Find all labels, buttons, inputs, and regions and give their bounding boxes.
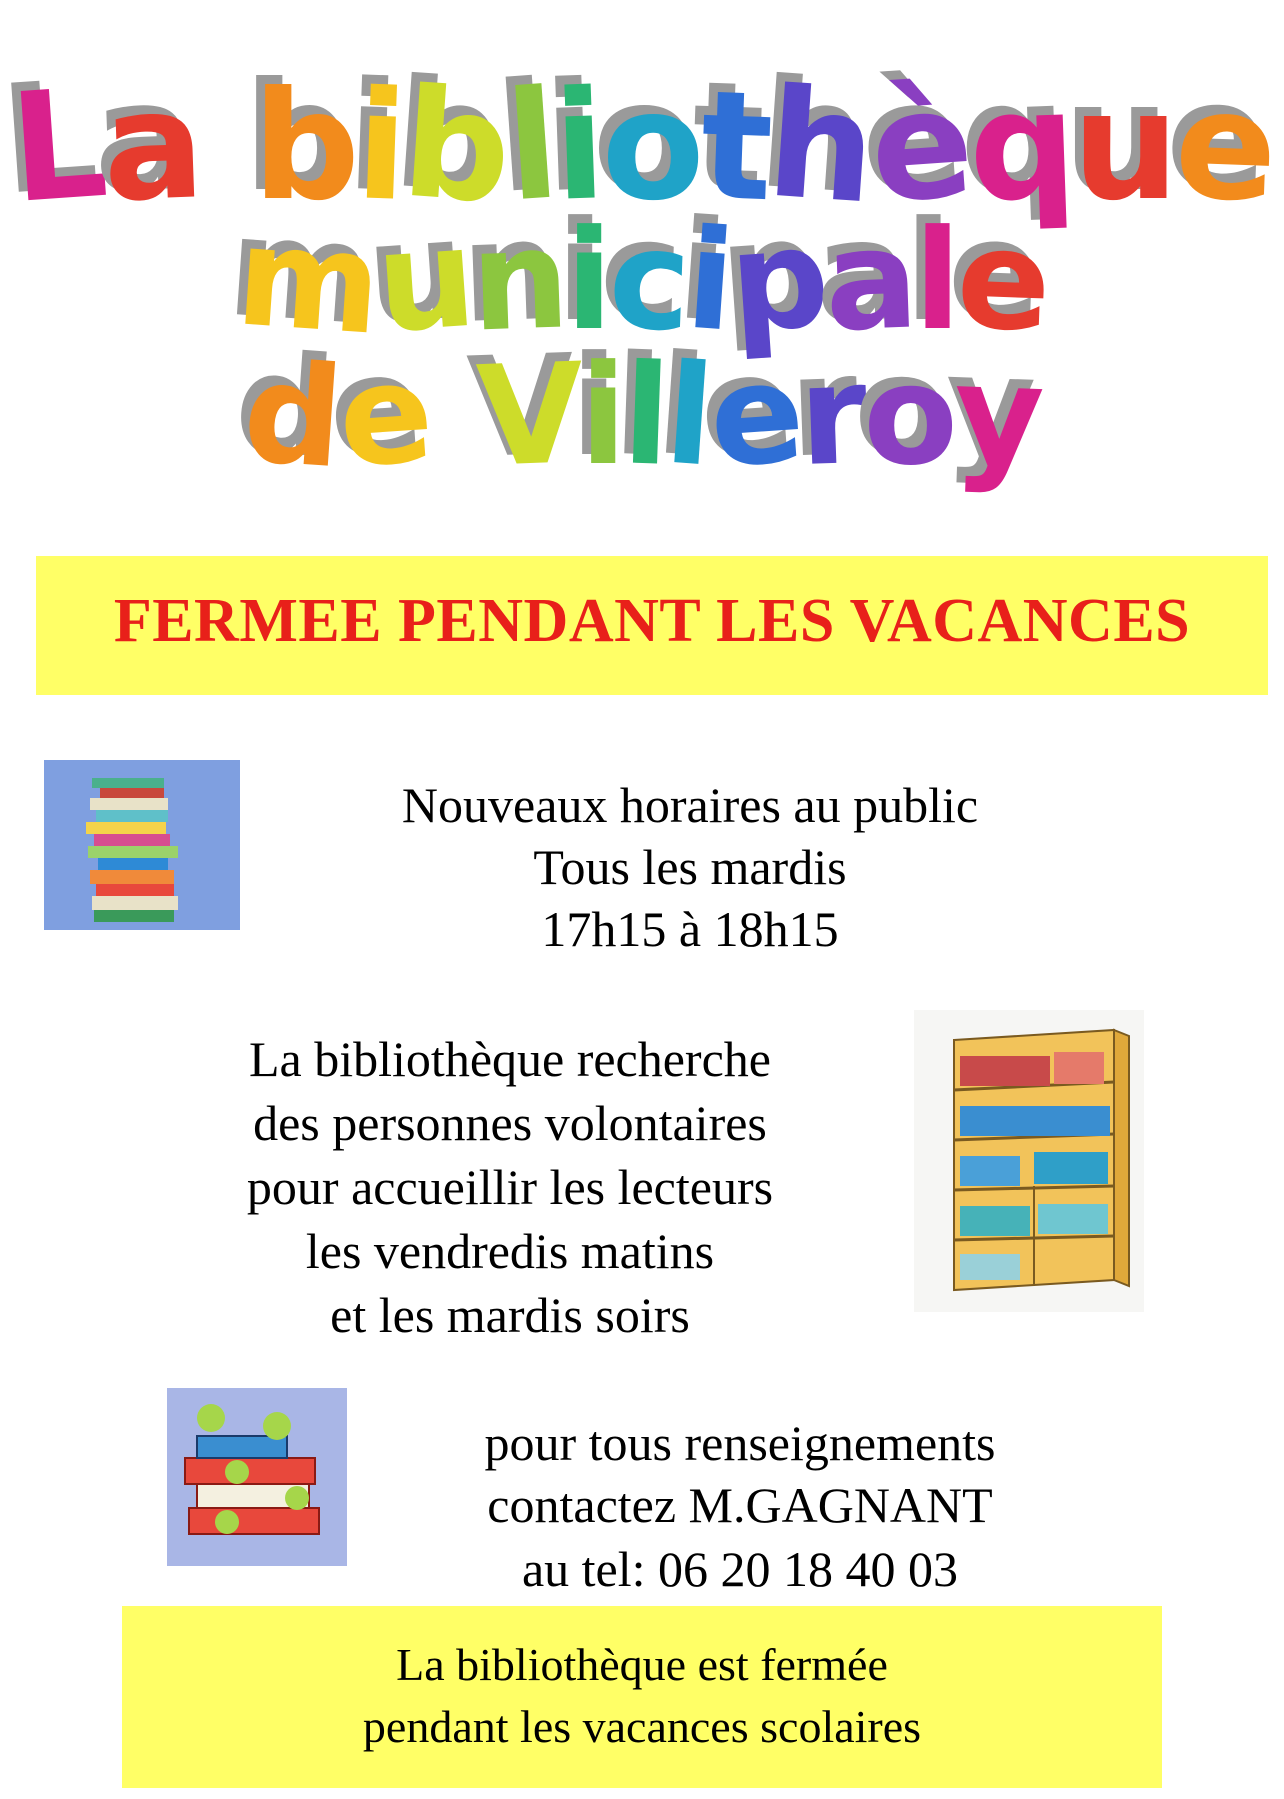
title-letter: c [606,198,690,363]
title-letter: L [5,57,109,237]
closed-holidays-line-2: pendant les vacances scolaires [362,1701,922,1752]
title-letter: u [371,196,477,365]
title-letter: n [468,198,569,363]
title-line-3 [0,331,1284,500]
title-letter: y [951,333,1043,498]
title-letter: i [565,200,609,361]
volunteers-line-4: les vendredis matins [305,1223,715,1279]
title-letter: m [231,195,383,366]
contact-line-2: contactez M.GAGNANT [487,1477,993,1533]
title-letter: b [397,56,513,238]
title-letter: a [99,58,204,236]
title-letter: o [601,60,701,234]
title-letter: l [913,200,958,361]
title-letter: d [238,331,345,500]
title-letter: i [579,335,623,496]
volunteers-line-1: La bibliothèque recherche [249,1031,771,1087]
closed-banner-text: FERMEE PENDANT LES VACANCES [113,587,1191,655]
volunteers-line-3: pour accueillir les lecteurs [246,1159,774,1215]
title-letter: è [865,56,975,238]
title-letter: l [620,334,669,497]
title-letter: l [660,333,716,498]
bookworms-image [167,1388,347,1566]
title-letter: u [1072,60,1176,234]
title-letter: h [762,56,878,238]
title-letter: V [473,333,583,498]
title-letter: b [252,60,356,234]
title-letter: e [954,198,1050,363]
title-letter: t [697,58,772,236]
volunteers-line-2: des personnes volontaires [253,1095,767,1151]
contact-line-1: pour tous renseignements [484,1415,996,1471]
hours-line-1: Nouveaux horaires au public [401,777,979,833]
title-letter: i [681,198,736,363]
contact-phone: au tel: 06 20 18 40 03 [521,1541,959,1597]
title-letter: a [821,198,917,363]
title-letter: q [965,58,1076,236]
hours-line-3: 17h15 à 18h15 [541,901,839,957]
stack-of-books-image [44,760,240,930]
title-letter: p [724,196,831,365]
volunteers-line-5: et les mardis soirs [330,1287,690,1343]
title-letter: o [863,335,954,496]
bookshelf-image [914,1010,1144,1312]
title-letter: i [352,59,407,235]
title-letter: e [703,332,805,499]
closed-holidays-banner [122,1606,1162,1788]
hours-line-2: Tous les mardis [533,839,847,895]
title-letter: e [1172,58,1276,236]
title-letter: r [796,333,866,498]
closed-holidays-line-1: La bibliothèque est fermée [396,1639,888,1690]
title-letter: l [500,58,561,236]
title-letter: i [551,59,605,235]
title-letter: e [333,332,434,499]
closed-banner [36,556,1268,695]
